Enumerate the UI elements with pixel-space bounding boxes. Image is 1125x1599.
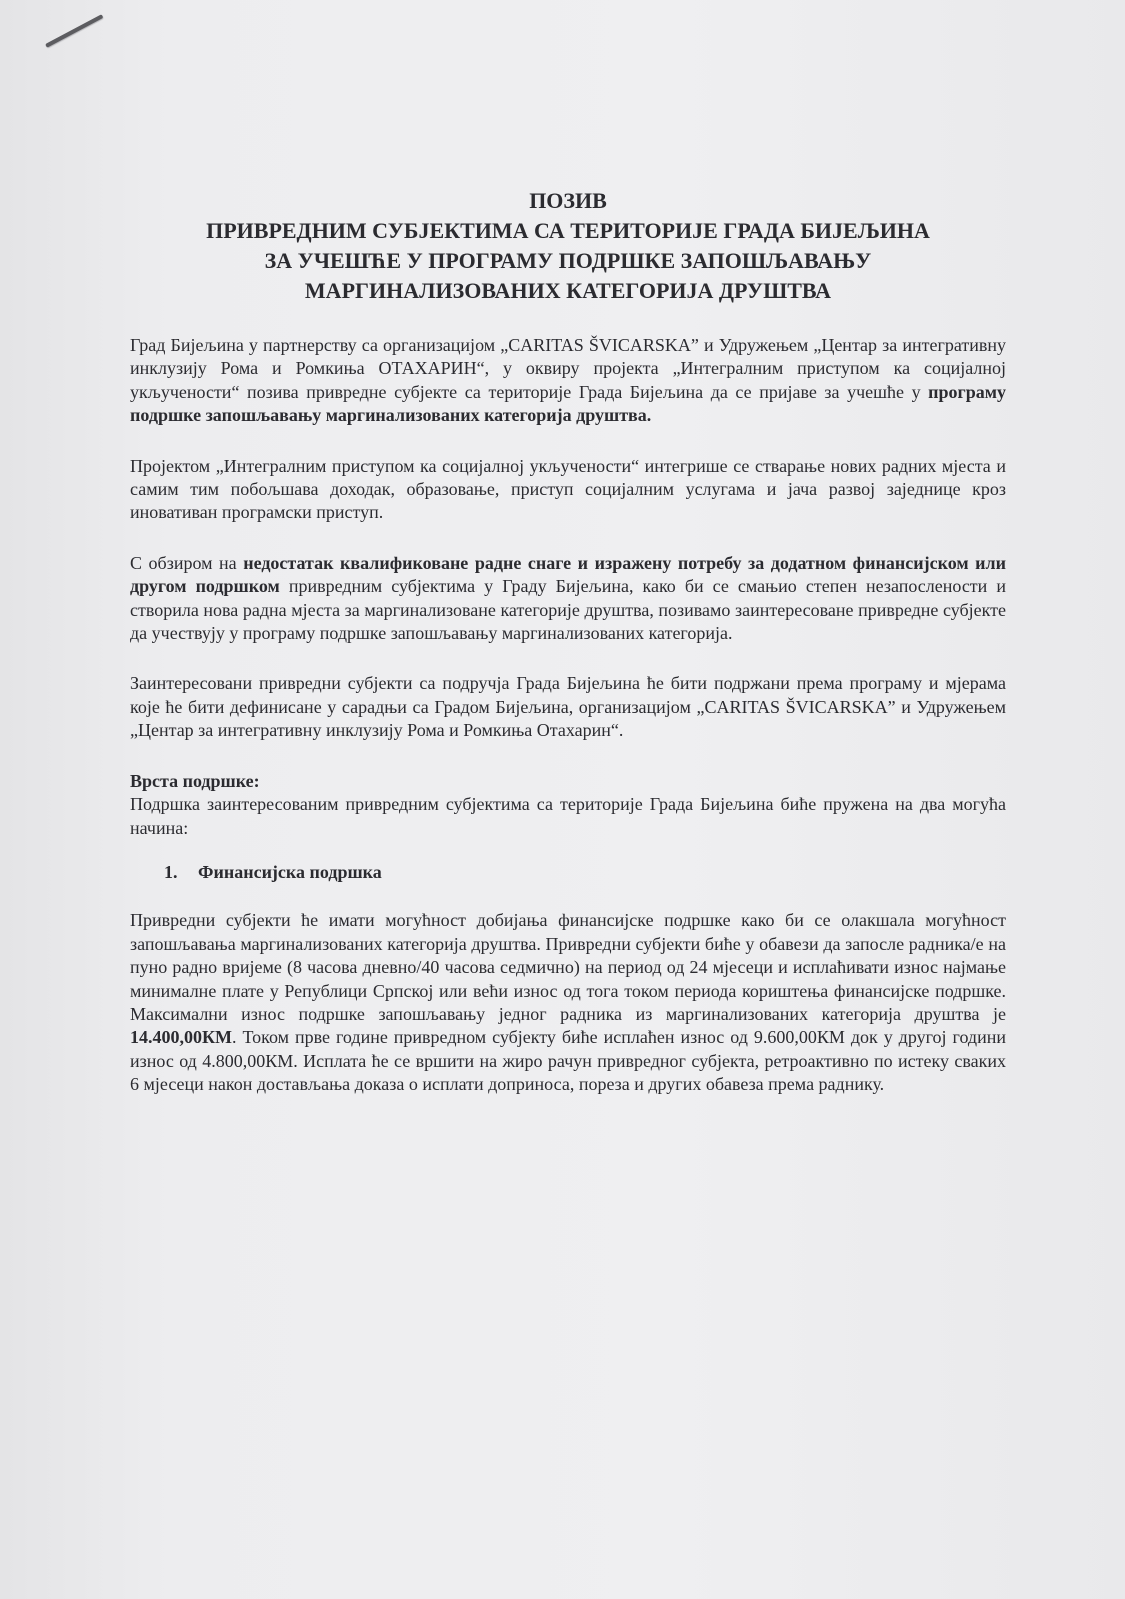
financial-text-end: . Током прве године привредном субјекту биће исплаћен износ од 9.600,00КМ док у другој години износ од 4.800,00КМ. Исплата ће се вршити на жиро рачун привредног субјекта, ретроактивно по истеку сваких 6 мјесеци након достављања доказа о исплати доприноса, пореза и других обавеза према раднику.	[130, 1027, 1006, 1095]
max-amount-bold: 14.400,00КМ	[130, 1027, 233, 1048]
financial-text-start: Привредни субјекти ће имати могућност добијања финансијске подршке како би се олакшала могућност запошљавања маргинализованих категорија друштва. Привредни субјекти биће у обавези да запосле радника/е на пуно радно вријеме (8 часова дневно/40 часова седмично) на период од 24 мјесеци и исплаћивати износ најмање минималне плате у Републици Српској или већи износ од тога током периода кориштења финансијске подршке. Максимални износ подршке запошљавању једног радника из маргинализованих категорија друштва је	[130, 910, 1006, 1024]
staple-mark	[45, 14, 103, 48]
partners-text: Заинтересовани привредни субјекти са подручја Града Бијељина ће бити подржани према програму и мјерама које ће бити дефинисане у сарадњи са Градом Бијељина, организацијом „CARITAS ŠVICARSKA” и Удружењем „Центар за интегративну инклузију Рома и Ромкиња Отахарин“.	[130, 673, 1006, 741]
need-text-end: привредним субјектима у Граду Бијељина, како би се смањио степен незапослености и створила нова радна мјеста за маргинализоване категорије друштва, позивамо заинтересоване привредне субјекте да учествују у програму подршке запошљавању маргинализованих категорија.	[130, 576, 1006, 644]
need-paragraph	[130, 552, 1006, 646]
need-text-start: С обзиром на	[130, 552, 244, 573]
heading-line-2: ПРИВРЕДНИМ СУБЈЕКТИМА СА ТЕРИТОРИЈЕ ГРАДА БИЈЕЉИНА	[206, 218, 930, 243]
intro-paragraph	[130, 334, 1006, 428]
list-item-number: 1.	[164, 861, 178, 882]
project-paragraph	[130, 455, 1006, 525]
list-item-financial-support	[164, 861, 1006, 884]
support-type-intro: Подршка заинтересованим привредним субјектима са територије Града Бијељина биће пружена на два могућа начина:	[130, 794, 1006, 838]
need-bold-text: недостатак квалификоване радне снаге и изражену потребу за додатном финансијском или другом подршком	[130, 552, 1006, 597]
document-heading	[130, 186, 1006, 306]
document-body	[130, 186, 1006, 1097]
heading-line-4: МАРГИНАЛИЗОВАНИХ КАТЕГОРИЈА ДРУШТВА	[304, 278, 832, 303]
heading-line-3: ЗА УЧЕШЋЕ У ПРОГРАМУ ПОДРШКЕ ЗАПОШЉАВАЊУ	[264, 248, 872, 273]
support-type-title: Врста подршке:	[130, 770, 260, 791]
project-text: Пројектом „Интегралним приступом ка социјалној укључености“ интегрише се стварање нових радних мјеста и самим тим побољшава доходак, образовање, приступ социјалним услугама и јача развој заједнице кроз иновативан програмски приступ.	[130, 455, 1006, 523]
partners-paragraph	[130, 672, 1006, 742]
list-item-label: Финансијска подршка	[198, 861, 382, 882]
heading-title: ПОЗИВ	[529, 188, 607, 213]
intro-text: Град Бијељина у партнерству са организацијом „CARITAS ŠVICARSKA” и Удружењем „Центар за интегративну инклузију Рома и Ромкиња ОТАХАРИН“, у оквиру пројекта „Интегралним приступом ка социјалној укључености“ позива привредне субјекте са територије Града Бијељина да се пријаве за учешће у	[130, 335, 1006, 402]
financial-support-paragraph	[130, 909, 1006, 1096]
intro-bold-program: програму подршке запошљавању маргинализованих категорија друштва.	[130, 381, 1006, 426]
